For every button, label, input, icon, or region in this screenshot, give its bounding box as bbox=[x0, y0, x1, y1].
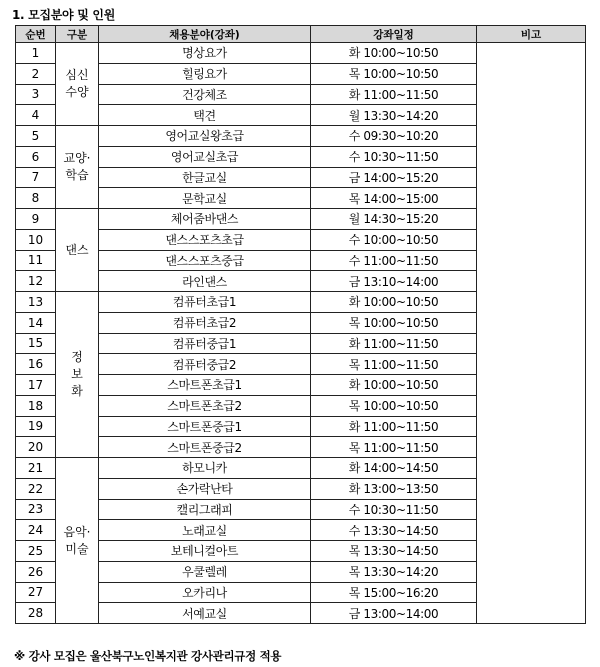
course-schedule: 수 13:30~14:50 bbox=[311, 520, 477, 541]
row-number: 15 bbox=[16, 333, 56, 354]
row-number: 2 bbox=[16, 63, 56, 84]
course-name: 노래교실 bbox=[99, 520, 311, 541]
category-cell bbox=[56, 43, 99, 126]
header-schedule: 강좌일정 bbox=[311, 26, 477, 43]
category-label: 수양 bbox=[65, 85, 89, 99]
category-label: 정 bbox=[71, 350, 83, 364]
course-schedule: 화 10:00~10:50 bbox=[311, 375, 477, 396]
section-title: 1. 모집분야 및 인원 bbox=[12, 8, 115, 22]
category-label: 화 bbox=[71, 384, 83, 398]
row-number: 22 bbox=[16, 478, 56, 499]
course-name: 스마트폰중급1 bbox=[99, 416, 311, 437]
course-schedule: 화 11:00~11:50 bbox=[311, 84, 477, 105]
row-number: 19 bbox=[16, 416, 56, 437]
row-number: 6 bbox=[16, 146, 56, 167]
course-name: 컴퓨터초급2 bbox=[99, 312, 311, 333]
row-number: 8 bbox=[16, 188, 56, 209]
course-schedule: 화 11:00~11:50 bbox=[311, 333, 477, 354]
header-course: 채용분야(강좌) bbox=[99, 26, 311, 43]
category-label: 보 bbox=[71, 367, 83, 381]
row-number: 5 bbox=[16, 126, 56, 147]
row-number: 27 bbox=[16, 582, 56, 603]
header-no: 순번 bbox=[16, 26, 56, 43]
row-number: 14 bbox=[16, 312, 56, 333]
table-header-row bbox=[16, 26, 586, 43]
course-schedule: 수 10:30~11:50 bbox=[311, 146, 477, 167]
course-name: 캘리그래피 bbox=[99, 499, 311, 520]
course-name: 한글교실 bbox=[99, 167, 311, 188]
category-label: 심신 bbox=[65, 68, 89, 82]
course-schedule: 목 11:00~11:50 bbox=[311, 354, 477, 375]
row-number: 12 bbox=[16, 271, 56, 292]
category-label: 교양· bbox=[63, 151, 91, 165]
course-schedule: 목 15:00~16:20 bbox=[311, 582, 477, 603]
category-label: 미술 bbox=[65, 541, 89, 556]
row-number: 17 bbox=[16, 375, 56, 396]
course-name: 서예교실 bbox=[99, 603, 311, 624]
course-schedule: 월 13:30~14:20 bbox=[311, 105, 477, 126]
course-name: 택견 bbox=[99, 105, 311, 126]
course-schedule: 수 09:30~10:20 bbox=[311, 126, 477, 147]
course-schedule: 목 10:00~10:50 bbox=[311, 395, 477, 416]
recruitment-table bbox=[15, 25, 586, 624]
row-number: 16 bbox=[16, 354, 56, 375]
course-name: 컴퓨터중급2 bbox=[99, 354, 311, 375]
course-name: 영어교실초급 bbox=[99, 146, 311, 167]
course-schedule: 목 10:00~10:50 bbox=[311, 63, 477, 84]
course-name: 스마트폰중급2 bbox=[99, 437, 311, 458]
course-schedule: 수 11:00~11:50 bbox=[311, 250, 477, 271]
header-category: 구분 bbox=[56, 26, 99, 43]
course-name: 문학교실 bbox=[99, 188, 311, 209]
table-row bbox=[16, 43, 586, 64]
course-name: 체어줌바댄스 bbox=[99, 209, 311, 230]
course-name: 건강체조 bbox=[99, 84, 311, 105]
course-schedule: 월 14:30~15:20 bbox=[311, 209, 477, 230]
row-number: 25 bbox=[16, 541, 56, 562]
row-number: 20 bbox=[16, 437, 56, 458]
course-schedule: 목 13:30~14:50 bbox=[311, 541, 477, 562]
row-number: 21 bbox=[16, 458, 56, 479]
table-body bbox=[16, 43, 586, 624]
course-name: 힐링요가 bbox=[99, 63, 311, 84]
remark-cell bbox=[477, 43, 586, 624]
row-number: 26 bbox=[16, 561, 56, 582]
course-schedule: 화 11:00~11:50 bbox=[311, 416, 477, 437]
course-schedule: 수 10:30~11:50 bbox=[311, 499, 477, 520]
course-name: 오카리나 bbox=[99, 582, 311, 603]
row-number: 11 bbox=[16, 250, 56, 271]
course-schedule: 수 10:00~10:50 bbox=[311, 229, 477, 250]
course-name: 컴퓨터초급1 bbox=[99, 292, 311, 313]
course-schedule: 화 10:00~10:50 bbox=[311, 292, 477, 313]
course-schedule: 화 10:00~10:50 bbox=[311, 43, 477, 64]
row-number: 28 bbox=[16, 603, 56, 624]
course-schedule: 목 13:30~14:20 bbox=[311, 561, 477, 582]
footnote: ※ 강사 모집은 울산북구노인복지관 강사관리규정 적용 bbox=[14, 649, 282, 663]
row-number: 9 bbox=[16, 209, 56, 230]
course-name: 댄스스포츠초급 bbox=[99, 229, 311, 250]
course-name: 라인댄스 bbox=[99, 271, 311, 292]
row-number: 3 bbox=[16, 84, 56, 105]
row-number: 10 bbox=[16, 229, 56, 250]
row-number: 18 bbox=[16, 395, 56, 416]
row-number: 23 bbox=[16, 499, 56, 520]
row-number: 13 bbox=[16, 292, 56, 313]
course-schedule: 금 13:10~14:00 bbox=[311, 271, 477, 292]
course-name: 하모니카 bbox=[99, 458, 311, 479]
course-schedule: 화 14:00~14:50 bbox=[311, 458, 477, 479]
course-name: 우쿨렐레 bbox=[99, 561, 311, 582]
row-number: 7 bbox=[16, 167, 56, 188]
course-schedule: 목 14:00~15:00 bbox=[311, 188, 477, 209]
category-cell bbox=[56, 209, 99, 292]
category-cell bbox=[56, 126, 99, 209]
course-name: 컴퓨터중급1 bbox=[99, 333, 311, 354]
course-schedule: 금 13:00~14:00 bbox=[311, 603, 477, 624]
course-schedule: 화 13:00~13:50 bbox=[311, 478, 477, 499]
course-name: 영어교실왕초급 bbox=[99, 126, 311, 147]
header-remark: 비고 bbox=[477, 26, 586, 43]
category-label: 음악· bbox=[63, 524, 91, 539]
course-schedule: 금 14:00~15:20 bbox=[311, 167, 477, 188]
course-name: 댄스스포츠중급 bbox=[99, 250, 311, 271]
course-name: 손가락난타 bbox=[99, 478, 311, 499]
course-name: 스마트폰초급1 bbox=[99, 375, 311, 396]
category-cell bbox=[56, 292, 99, 458]
course-schedule: 목 10:00~10:50 bbox=[311, 312, 477, 333]
course-name: 명상요가 bbox=[99, 43, 311, 64]
category-label: 학습 bbox=[65, 168, 89, 182]
row-number: 1 bbox=[16, 43, 56, 64]
course-name: 보테니컬아트 bbox=[99, 541, 311, 562]
course-schedule: 목 11:00~11:50 bbox=[311, 437, 477, 458]
row-number: 24 bbox=[16, 520, 56, 541]
row-number: 4 bbox=[16, 105, 56, 126]
category-label: 댄스 bbox=[65, 242, 89, 257]
course-name: 스마트폰초급2 bbox=[99, 395, 311, 416]
category-cell bbox=[56, 458, 99, 624]
